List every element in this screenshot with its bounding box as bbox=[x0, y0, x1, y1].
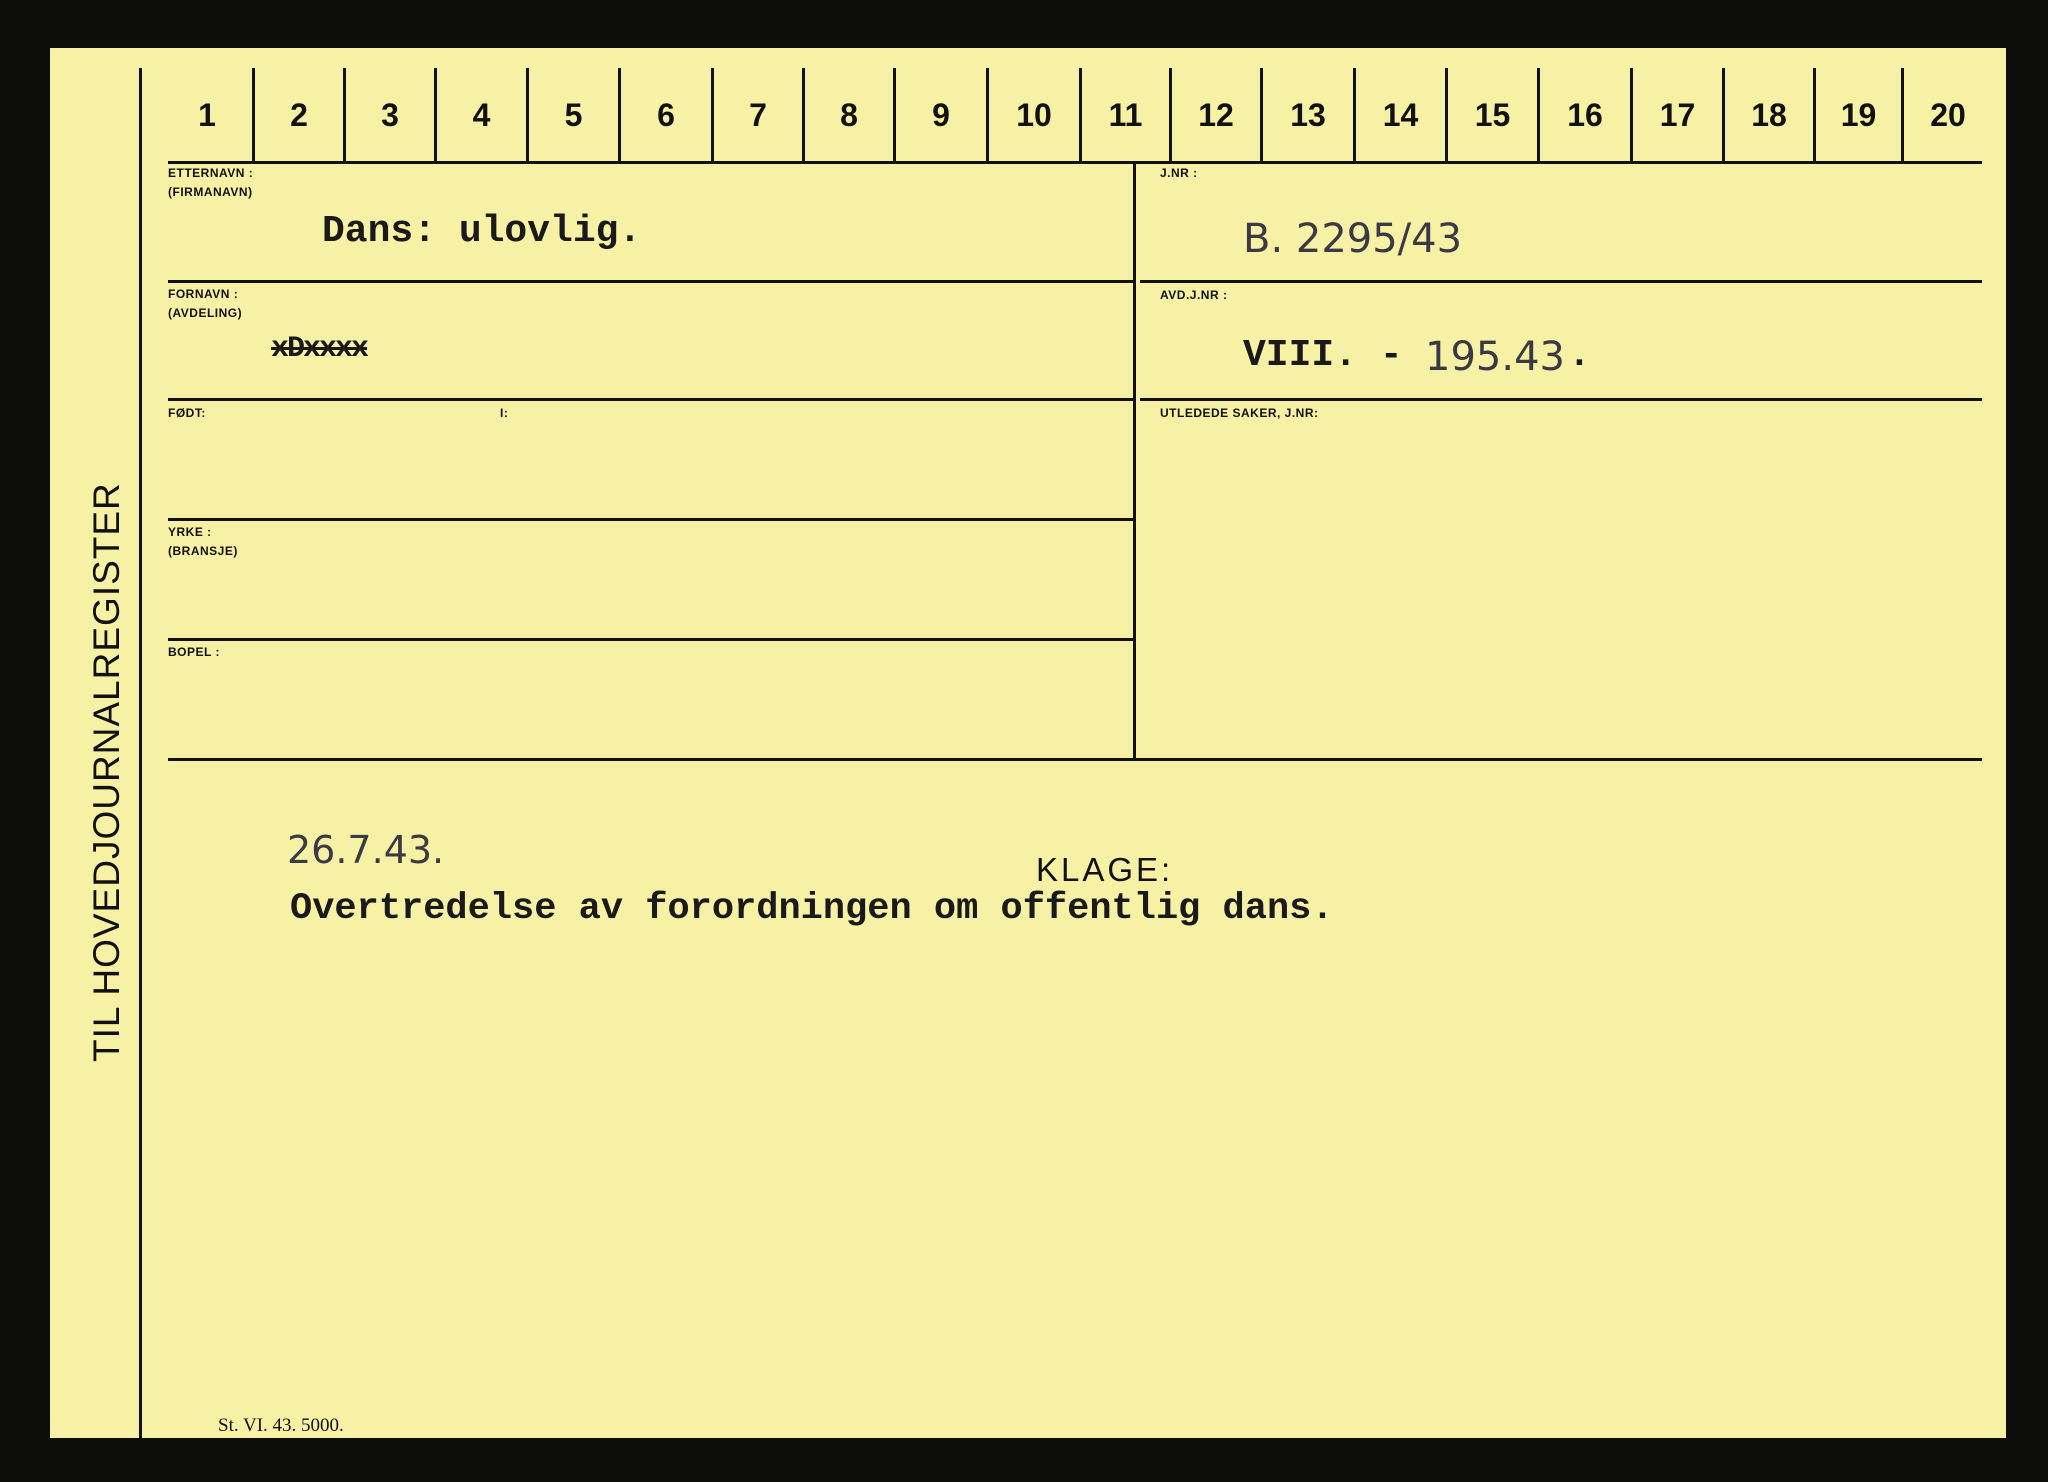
field-rule bbox=[168, 638, 1133, 641]
avd-jnr-handwritten: 195.43 bbox=[1425, 334, 1565, 380]
struck-out-name: xDxxxx bbox=[271, 332, 368, 366]
jnr-value: B. 2295/43 bbox=[1243, 216, 1463, 262]
column-number: 13 bbox=[1290, 97, 1326, 133]
avd-jnr-typed: VIII. - bbox=[1243, 334, 1403, 377]
etternavn-value: Dans: ulovlig. bbox=[322, 210, 642, 253]
column-number: 5 bbox=[564, 97, 583, 133]
fornavn-value bbox=[271, 332, 367, 366]
field-rule bbox=[1140, 398, 1982, 401]
column-number: 17 bbox=[1659, 97, 1696, 133]
column-number: 2 bbox=[290, 97, 308, 133]
field-rule bbox=[168, 280, 1133, 283]
column-number: 8 bbox=[840, 97, 858, 133]
left-margin-rule bbox=[139, 68, 142, 1438]
column-number: 20 bbox=[1930, 97, 1966, 133]
field-rule bbox=[168, 398, 1133, 401]
avd-jnr-period: . bbox=[1568, 334, 1591, 377]
register-card bbox=[50, 48, 2006, 1438]
section-rule bbox=[168, 758, 1982, 761]
column-number: 12 bbox=[1198, 97, 1234, 133]
etternavn-label: ETTERNAVN : (FIRMANAVN) bbox=[168, 166, 254, 199]
klage-heading: KLAGE: bbox=[1036, 851, 1174, 888]
middle-divider bbox=[1133, 161, 1136, 758]
utledede-saker-label: UTLEDEDE SAKER, J.NR: bbox=[1160, 406, 1319, 420]
column-number: 14 bbox=[1382, 97, 1419, 133]
column-number: 9 bbox=[932, 97, 950, 133]
i-label: I: bbox=[500, 406, 509, 420]
column-number: 15 bbox=[1474, 97, 1511, 133]
klage-date: 26.7.43. bbox=[287, 828, 445, 872]
column-number: 16 bbox=[1567, 97, 1603, 133]
side-title: TIL HOVEDJOURNALREGISTER bbox=[86, 482, 127, 1062]
yrke-label: YRKE : (BRANSJE) bbox=[168, 525, 238, 558]
column-number: 3 bbox=[381, 97, 399, 133]
field-rule bbox=[1140, 280, 1982, 283]
avd-jnr-label: AVD.J.NR : bbox=[1160, 288, 1228, 302]
fornavn-label: FORNAVN : (AVDELING) bbox=[168, 287, 243, 320]
klage-text: Overtredelse av forordningen om offentlig dans. bbox=[290, 888, 1334, 930]
bopel-label: BOPEL : bbox=[168, 645, 220, 659]
column-number: 10 bbox=[1016, 97, 1052, 133]
jnr-label: J.NR : bbox=[1160, 166, 1198, 180]
column-number: 7 bbox=[749, 97, 767, 133]
field-rule bbox=[168, 518, 1133, 521]
header-rule bbox=[168, 161, 1982, 164]
column-number: 18 bbox=[1751, 97, 1787, 133]
column-number: 19 bbox=[1840, 97, 1877, 133]
column-number: 1 bbox=[198, 97, 216, 133]
print-code: St. VI. 43. 5000. bbox=[218, 1415, 344, 1436]
column-number: 11 bbox=[1108, 97, 1143, 133]
column-number: 4 bbox=[472, 97, 491, 133]
column-number: 6 bbox=[657, 97, 675, 133]
fodt-label: FØDT: bbox=[168, 406, 206, 420]
